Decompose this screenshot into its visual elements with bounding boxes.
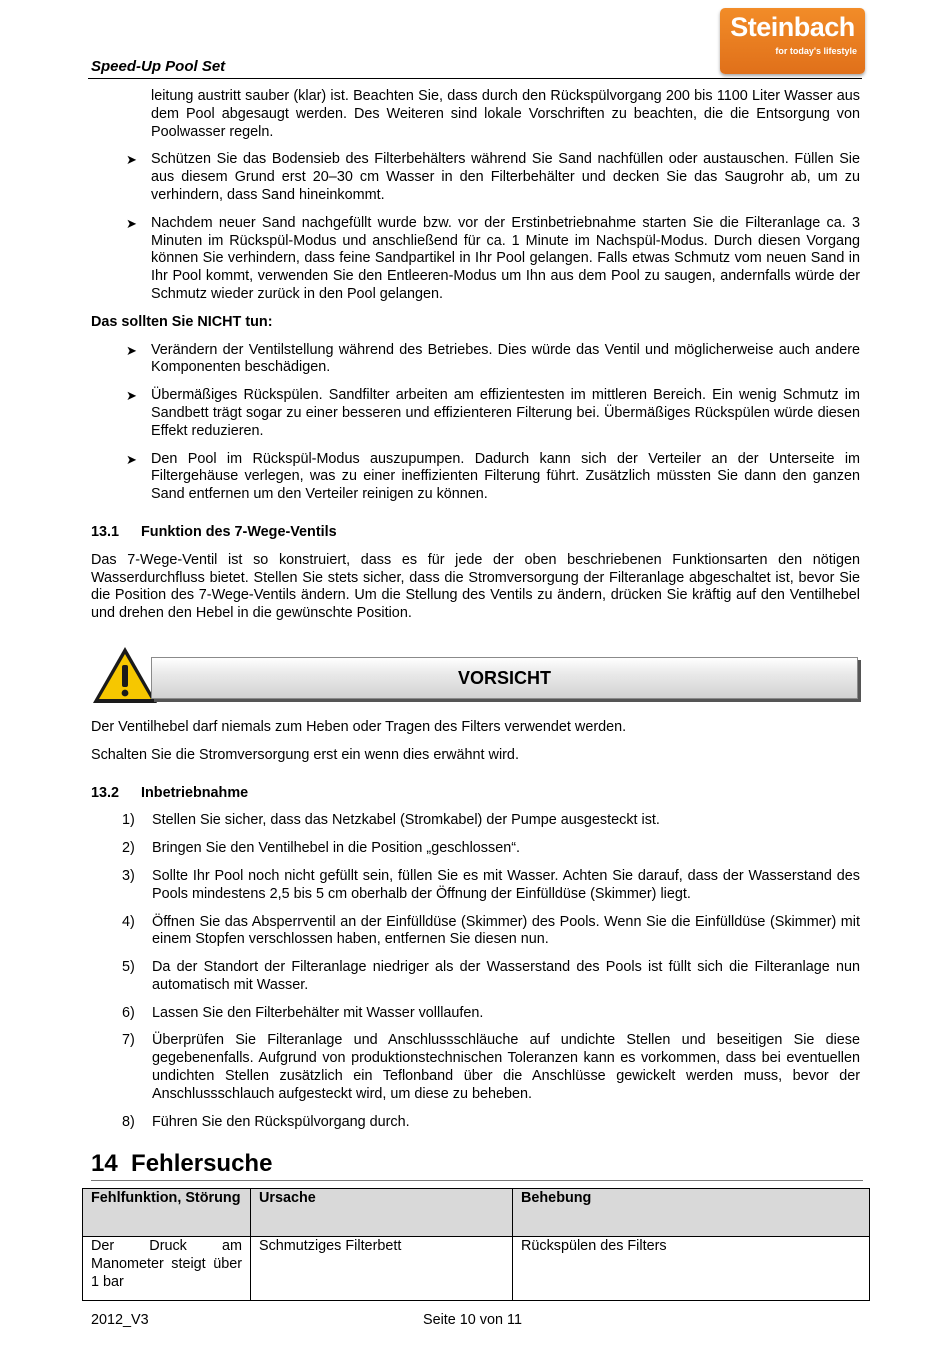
table-header-row [83, 1189, 870, 1237]
table-header-cell: Behebung [513, 1189, 870, 1237]
step-text: Führen Sie den Rückspülvorgang durch. [152, 1113, 410, 1130]
table-cell: Der Druck am Manometer steigt über 1 bar [83, 1237, 251, 1301]
step-item [91, 959, 860, 995]
step-number: 6) [122, 1004, 135, 1021]
step-item [91, 812, 860, 830]
chapter-title: Fehlersuche [131, 1150, 273, 1178]
warning-triangle-icon [91, 645, 159, 705]
intro-text: leitung austritt sauber (klar) ist. Beachten Sie, dass durch den Rückspülvorgang 200 bis 1100 Liter Wasser aus dem Pool abgesaugt werden. Des Weiteren sind lokale Vorschriften zu beachten, die die Entsorgung von Poolwasser regeln. [151, 88, 860, 140]
logo-name: Steinbach [730, 12, 855, 42]
step-item [91, 1032, 860, 1103]
dont-bullet-text: Verändern der Ventilstellung während des Betriebes. Dies würde das Ventil und möglicherweise auch andere Komponenten beschädigen. [151, 341, 860, 376]
step-number: 1) [122, 812, 135, 829]
step-text: Stellen Sie sicher, dass das Netzkabel (Stromkabel) der Pumpe ausgesteckt ist. [152, 812, 660, 829]
section-heading-13-1 [91, 524, 860, 542]
header-divider [88, 78, 862, 79]
step-text: Öffnen Sie das Absperrventil an der Einfülldüse (Skimmer) des Pools. Wenn Sie die Einfülldüse (Skimmer) mit einem Stopfen verschlossen haben, entfernen Sie diesen nun. [152, 913, 860, 948]
warning-banner [91, 645, 860, 711]
section-heading-13-2 [91, 785, 860, 803]
footer-page-number: Seite 10 von 11 [423, 1312, 522, 1328]
step-text: Überprüfen Sie Filteranlage und Anschlussschläuche auf undichte Stellen und beseitigen Sie diese gegebenenfalls. Aufgrund von produktionstechnischen Toleranzen kann es vorkommen, dass bei eventuellen undichten Stellen zusätzlich ein Teflonband über die Anschlüsse gewickelt werden muss, bevor der Anschlussschlauch aufgesteckt wird, um diese zu beheben. [152, 1032, 860, 1102]
dont-bullet-text: Den Pool im Rückspül-Modus auszupumpen. Dadurch kann sich der Verteiler an der Unterseite im Filtergehäuse verlegen, was zu einer ineffizienten Filterung führt. Zusätzlich müssten Sie dann den ganzen Sand entfernen um den Verteiler reinigen zu können. [151, 450, 860, 503]
section-title: Funktion des 7-Wege-Ventils [141, 523, 337, 540]
step-item [91, 1114, 860, 1132]
step-text: Sollte Ihr Pool noch nicht gefüllt sein, füllen Sie es mit Wasser. Achten Sie darauf, dass der Wasserstand des Pools mindestens 2,5 bis 5 cm oberhalb der Öffnung der Einfülldüse (Skimmer) liegt. [152, 867, 860, 902]
step-number: 2) [122, 840, 135, 857]
dont-heading: Das sollten Sie NICHT tun: [91, 313, 273, 330]
step-number: 8) [122, 1113, 135, 1130]
arrow-bullet-icon: ➤ [126, 388, 137, 404]
step-number: 5) [122, 959, 135, 976]
step-item [91, 840, 860, 858]
do-bullet-item [91, 215, 860, 304]
table-cell: Rückspülen des Filters [513, 1237, 870, 1301]
table-row [83, 1237, 870, 1301]
footer-version: 2012_V3 [91, 1312, 149, 1328]
step-text: Bringen Sie den Ventilhebel in die Position „geschlossen“. [152, 840, 520, 857]
steinbach-logo [720, 8, 865, 74]
arrow-bullet-icon: ➤ [126, 152, 137, 168]
dont-bullet-text: Übermäßiges Rückspülen. Sandfilter arbeiten am effizientesten im mittleren Bereich. Ein wenig Schmutz im Sandbett trägt sogar zu einer besseren und effizienteren Filterung bei. Übermäßiges Rückspülen würde diesen Effekt reduzieren. [151, 387, 860, 439]
step-text: Da der Standort der Filteranlage niedriger als der Wasserstand des Pools ist füllt sich die Filteranlage nun automatisch mit Wasser. [152, 959, 860, 993]
document-title: Speed-Up Pool Set [91, 58, 226, 75]
arrow-bullet-icon: ➤ [126, 342, 137, 358]
step-item [91, 914, 860, 950]
chapter-number: 14 [91, 1150, 118, 1178]
step-item [91, 1005, 860, 1023]
step-number: 3) [122, 867, 135, 884]
step-text: Lassen Sie den Filterbehälter mit Wasser volllaufen. [152, 1004, 484, 1021]
table-cell: Schmutziges Filterbett [251, 1237, 513, 1301]
step-number: 4) [122, 913, 135, 930]
chapter-heading-14 [91, 1149, 860, 1179]
warning-line: Der Ventilhebel darf niemals zum Heben oder Tragen des Filters verwendet werden. [91, 718, 627, 735]
logo-tagline: for today's lifestyle [775, 46, 857, 56]
chapter-divider [91, 1180, 863, 1181]
dont-bullet-item [91, 387, 860, 440]
do-bullet-text: Schützen Sie das Bodensieb des Filterbehälters während Sie Sand nachfüllen oder austauschen. Füllen Sie aus diesem Grund erst 20–30 cm Wasser in den Filterbehälter und decken Sie das Saugrohr ab, um zu verhindern, dass Sand hineinkommt. [151, 151, 860, 203]
table-header-cell: Fehlfunktion, Störung [83, 1189, 251, 1237]
step-item [91, 868, 860, 904]
section-number: 13.2 [91, 784, 120, 801]
arrow-bullet-icon: ➤ [126, 451, 137, 467]
troubleshooting-table [82, 1188, 870, 1301]
table-header-cell: Ursache [251, 1189, 513, 1237]
section-title: Inbetriebnahme [141, 784, 249, 801]
footer-divider [88, 1300, 862, 1301]
warning-bar [151, 657, 858, 699]
section-13-1-body: Das 7-Wege-Ventil ist so konstruiert, dass es für jede der oben beschriebenen Funktionsarten den nötigen Wasserdurchfluss bietet. Stellen Sie stets sicher, dass die Stromversorgung der Filteranlage abgeschaltet ist, bevor Sie die Position des 7-Wege-Ventils ändern. Um die Stellung des Ventils zu ändern, drücken Sie kräftig auf den Ventilhebel und drehen den Hebel in die gewünschte Position. [91, 551, 860, 622]
arrow-bullet-icon: ➤ [126, 215, 137, 231]
section-number: 13.1 [91, 523, 120, 540]
warning-line: Schalten Sie die Stromversorgung erst ein wenn dies erwähnt wird. [91, 746, 519, 763]
page-content [91, 88, 860, 1181]
step-number: 7) [122, 1032, 135, 1049]
intro-continuation [91, 88, 860, 141]
do-bullet-item [91, 151, 860, 204]
warning-label: VORSICHT [457, 667, 551, 688]
dont-bullet-item [91, 342, 860, 378]
dont-bullet-item [91, 451, 860, 504]
do-bullet-text: Nachdem neuer Sand nachgefüllt wurde bzw. vor der Erstinbetriebnahme starten Sie die Filteranlage ca. 3 Minuten im Rückspül-Modus und anschließend für ca. 1 Minute im Nachspül-Modus. Durch diesen Vorgang können Sie verhindern, dass feine Sandpartikel in Ihr Pool gelangen. Falls etwas Schmutz vom neuen Sand in Ihr Pool kommt, verwenden Sie den Entleeren-Modus um Ihn aus dem Pool zu saugen, andernfalls würde der Schmutz wieder zurück in den Pool gelangen. [151, 214, 860, 302]
